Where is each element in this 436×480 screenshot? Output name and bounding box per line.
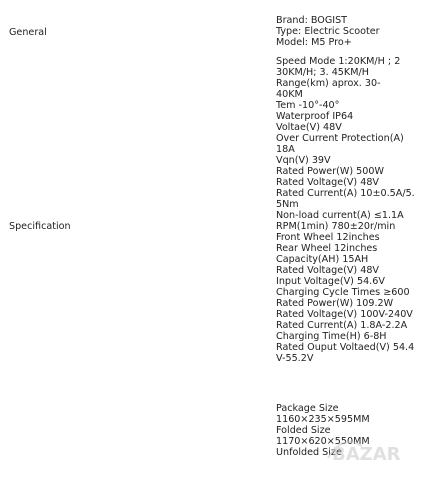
spec-line: Brand: BOGIST [276, 15, 348, 26]
spec-line: Vqn(V) 39V [276, 155, 331, 166]
spec-line: Voltae(V) 48V [276, 122, 342, 133]
spec-line: Rated Current(A) 10±0.5A/5. [276, 188, 415, 199]
spec-line: Waterproof IP64 [276, 111, 354, 122]
spec-line: 40KM [276, 89, 303, 100]
general-values [276, 15, 432, 48]
spec-line: Rated Voltage(V) 48V [276, 177, 379, 188]
spec-line: 5Nm [276, 199, 299, 210]
spec-line: Range(km) aprox. 30- [276, 78, 381, 89]
spec-line: Type: Electric Scooter [276, 26, 380, 37]
row-label-specification: Specification [9, 221, 71, 232]
spec-line: Over Current Protection(A) [276, 133, 404, 144]
row-label-general: General [9, 27, 47, 38]
spec-line: V-55.2V [276, 353, 314, 364]
spec-line: Unfolded Size [276, 447, 342, 458]
spec-line: Package Size [276, 403, 339, 414]
spec-line: Speed Mode 1:20KM/H ; 2 [276, 56, 401, 67]
spec-line: Charging Cycle Times ≥600 [276, 287, 410, 298]
spec-line: 1170×620×550MM [276, 436, 370, 447]
spec-line: Input Voltage(V) 54.6V [276, 276, 385, 287]
spec-line: RPM(1min) 780±20r/min [276, 221, 396, 232]
specification-values [276, 56, 432, 364]
watermark-text: BAZAR [332, 444, 401, 465]
spec-line: Rated Voltage(V) 100V-240V [276, 309, 413, 320]
spec-line: Non-load current(A) ≤1.1A [276, 210, 404, 221]
watermark-logo [322, 428, 434, 468]
spec-line: Rear Wheel 12inches [276, 243, 378, 254]
spec-line: Front Wheel 12inches [276, 232, 380, 243]
spec-line: Rated Ouput Voltaed(V) 54.4 [276, 342, 415, 353]
spec-line: Capacity(AH) 15AH [276, 254, 369, 265]
spec-line: 30KM/H; 3. 45KM/H [276, 67, 369, 78]
spec-line: Rated Voltage(V) 48V [276, 265, 379, 276]
spec-line: 1160×235×595MM [276, 414, 370, 425]
spec-line: Rated Power(W) 500W [276, 166, 384, 177]
spec-line: Rated Power(W) 109.2W [276, 298, 394, 309]
spec-line: Tem -10°-40° [276, 100, 340, 111]
spec-line: Charging Time(H) 6-8H [276, 331, 387, 342]
spec-line: Model: M5 Pro+ [276, 37, 352, 48]
spec-line: Folded Size [276, 425, 331, 436]
spec-line: 18A [276, 144, 295, 155]
spec-line: Rated Current(A) 1.8A-2.2A [276, 320, 408, 331]
